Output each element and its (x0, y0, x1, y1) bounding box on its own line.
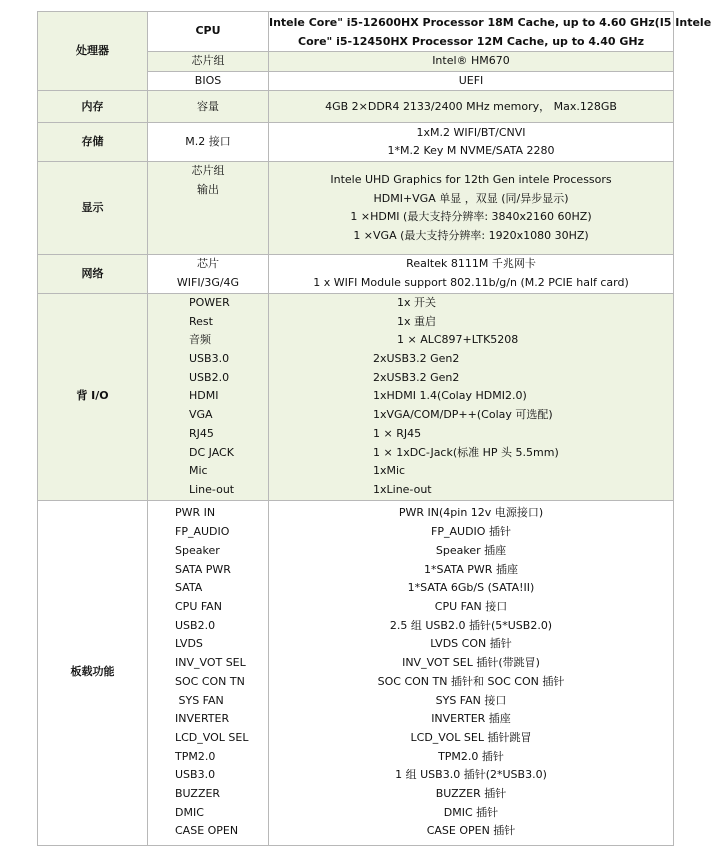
chipset-value: Intel® HM670 (269, 52, 674, 72)
board-value: SOC CON TN 插针和 SOC CON 插针 (377, 674, 565, 688)
cpu-category: 处理器 (38, 12, 148, 91)
board-values (269, 500, 674, 845)
io-value: 1xMic (373, 464, 406, 478)
board-value: 2.5 组 USB2.0 插针(5*USB2.0) (389, 618, 553, 632)
board-label: TPM2.0 (175, 749, 216, 763)
io-label: RJ45 (189, 426, 214, 440)
io-value: 1xVGA/COM/DP++(Colay 可选配) (373, 408, 553, 422)
display-label-line: 输出 (197, 183, 219, 197)
network-category: 网络 (38, 255, 148, 293)
board-label: SOC CON TN (175, 674, 245, 688)
display-category: 显示 (38, 162, 148, 255)
chipset-label: 芯片组 (148, 52, 269, 72)
board-value: LVDS CON 插针 (430, 637, 512, 651)
board-value: 1*SATA 6Gb/S (SATA!II) (407, 581, 535, 595)
board-value: Speaker 插座 (435, 543, 507, 557)
board-value: CASE OPEN 插针 (426, 824, 516, 838)
io-value: 2xUSB3.2 Gen2 (373, 370, 460, 384)
back-io-category: 背 I/O (38, 293, 148, 500)
board-label: LVDS (175, 637, 203, 651)
display-label (148, 162, 269, 255)
io-label: 音频 (189, 333, 211, 347)
board-label: Speaker (175, 543, 220, 557)
io-label: POWER (189, 295, 230, 309)
io-value: 1x 开关 (397, 295, 437, 309)
board-value: CPU FAN 接口 (434, 600, 508, 613)
display-label-line: 芯片组 (191, 164, 225, 178)
network-value-line: 1 x WIFI Module support 802.11b/g/n (M.2 PCIE half card) (313, 276, 629, 290)
io-label: Rest (189, 314, 213, 328)
board-label: LCD_VOL SEL (175, 730, 249, 744)
back-io-row (38, 293, 674, 500)
board-label: SATA (175, 581, 203, 595)
io-label: HDMI (189, 389, 219, 403)
network-value (269, 255, 674, 293)
board-value: DMIC 插针 (443, 805, 499, 819)
display-value-line: Intele UHD Graphics for 12th Gen intele Processors (330, 173, 612, 186)
bios-label: BIOS (148, 71, 269, 91)
cpu-label: CPU (148, 12, 269, 52)
network-label (148, 255, 269, 293)
board-label: CPU FAN (175, 600, 222, 613)
io-value: 1xLine-out (373, 482, 432, 496)
board-label: FP_AUDIO (175, 525, 230, 539)
io-value: 1 × RJ45 (373, 426, 422, 440)
storage-value (269, 123, 674, 162)
board-value: INVERTER 插座 (431, 712, 511, 726)
board-value: BUZZER 插针 (435, 787, 507, 801)
cpu-value-line: Core" i5-12450HX Processor 12M Cache, up to 4.40 GHz (298, 34, 644, 48)
network-label-line: WIFI/3G/4G (176, 276, 240, 290)
io-label: USB3.0 (189, 352, 230, 366)
cpu-value-line: Intele Core" i5-12600HX Processor 18M Cache, up to 4.60 GHz(I5 Intele (269, 15, 711, 29)
board-category: 板载功能 (38, 500, 148, 845)
board-label: USB2.0 (175, 618, 216, 632)
network-value-line: Realtek 8111M 千兆网卡 (406, 257, 536, 271)
board-label: INVERTER (175, 712, 230, 726)
io-value: 1x 重启 (397, 314, 437, 328)
storage-value-line: 1*M.2 Key M NVME/SATA 2280 (387, 144, 555, 158)
board-value: TPM2.0 插针 (438, 749, 504, 763)
board-label: SYS FAN (175, 693, 224, 707)
memory-value: 4GB 2×DDR4 2133/2400 MHz memory， Max.128GB (269, 91, 674, 123)
network-label-line: 芯片 (197, 257, 219, 271)
back-io-values (269, 293, 674, 500)
io-label: Mic (189, 464, 208, 478)
display-value-line: 1 ×VGA (最大支持分辨率: 1920x1080 30HZ) (353, 229, 589, 243)
io-label: Line-out (189, 482, 235, 496)
spec-table (37, 11, 711, 846)
io-label: VGA (189, 408, 213, 422)
memory-category: 内存 (38, 91, 148, 123)
board-row (38, 500, 674, 845)
bios-value: UEFI (269, 71, 674, 91)
io-value: 1xHDMI 1.4(Colay HDMI2.0) (373, 389, 527, 403)
network-row (38, 255, 674, 293)
board-value: SYS FAN 接口 (435, 693, 507, 707)
display-value-line: 1 ×HDMI (最大支持分辨率: 3840x2160 60HZ) (350, 210, 592, 224)
board-label: CASE OPEN (175, 824, 239, 838)
board-label: SATA PWR (175, 562, 231, 576)
memory-label: 容量 (148, 91, 269, 123)
memory-row (38, 91, 674, 123)
io-value: 1 × ALC897+LTK5208 (397, 333, 519, 347)
cpu-row (38, 12, 674, 52)
board-value: FP_AUDIO 插针 (431, 525, 511, 539)
board-label: USB3.0 (175, 768, 216, 782)
storage-category: 存储 (38, 123, 148, 162)
display-row (38, 162, 674, 255)
board-value: INV_VOT SEL 插针(带跳冒) (402, 656, 540, 670)
board-label: INV_VOT SEL (175, 656, 246, 670)
board-label: BUZZER (175, 787, 221, 801)
back-io-labels (148, 293, 269, 500)
storage-row (38, 123, 674, 162)
board-labels (148, 500, 269, 845)
cpu-value (269, 12, 711, 52)
board-value: 1 组 USB3.0 插针(2*USB3.0) (395, 768, 547, 782)
storage-value-line: 1xM.2 WIFI/BT/CNVI (416, 125, 526, 139)
board-value: LCD_VOL SEL 插针跳冒 (410, 730, 532, 744)
board-value: PWR IN(4pin 12v 电源接口) (398, 506, 544, 520)
io-label: DC JACK (189, 445, 234, 459)
display-value-line: HDMI+VGA 单显 ，双显 (同/异步显示) (373, 191, 569, 205)
storage-label: M.2 接口 (148, 123, 269, 162)
board-label: DMIC (175, 805, 204, 819)
io-label: USB2.0 (189, 370, 230, 384)
board-value: 1*SATA PWR 插座 (424, 562, 518, 576)
board-label: PWR IN (175, 506, 216, 520)
io-value: 1 × 1xDC-Jack(标准 HP 头 5.5mm) (373, 445, 559, 459)
io-value: 2xUSB3.2 Gen2 (373, 352, 460, 366)
display-value (269, 162, 674, 255)
